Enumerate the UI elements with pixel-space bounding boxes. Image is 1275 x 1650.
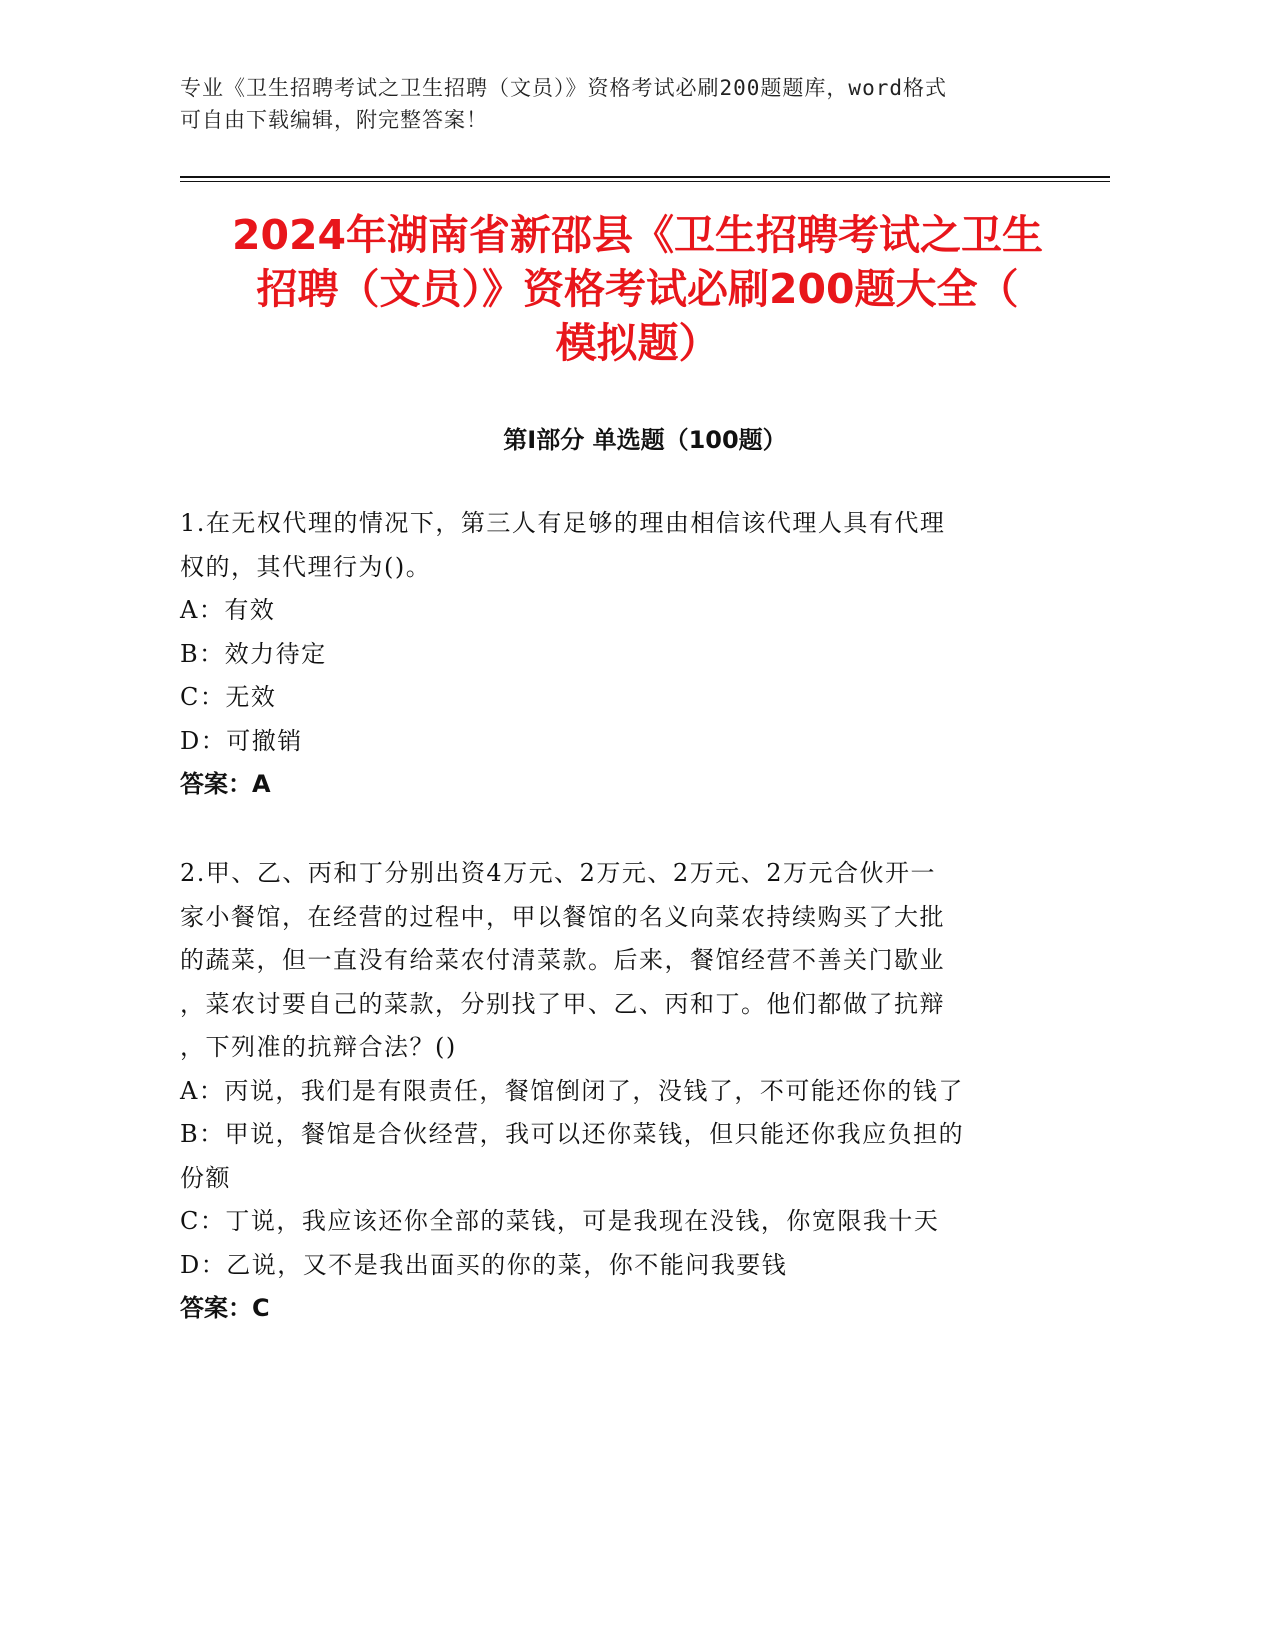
header-line-1: 专业《卫生招聘考试之卫生招聘（文员）》资格考试必刷200题题库，word格式 <box>180 76 947 100</box>
question-1-option-d: D：可撤销 <box>180 726 303 755</box>
question-2-stem-line-1: 2.甲、乙、丙和丁分别出资4万元、2万元、2万元、2万元合伙开一 <box>180 859 936 887</box>
question-1-stem-line-2: 权的，其代理行为()。 <box>180 552 432 581</box>
header-divider-thin <box>180 181 1110 182</box>
question-2-option-c: C：丁说，我应该还你全部的菜钱，可是我现在没钱，你宽限我十天 <box>180 1207 940 1235</box>
question-2-stem-line-3: 的蔬菜，但一直没有给菜农付清菜款。后来，餐馆经营不善关门歇业 <box>180 946 945 974</box>
title-line-3: 模拟题） <box>555 319 720 367</box>
question-2 <box>180 852 1040 1331</box>
question-1-answer: 答案：A <box>180 770 271 798</box>
title-line-1: 2024年湖南省新邵县《卫生招聘考试之卫生 <box>231 211 1044 259</box>
header-line-2: 可自由下载编辑，附完整答案！ <box>180 108 488 132</box>
document-header-note <box>180 72 1040 136</box>
question-2-stem-line-2: 家小餐馆，在经营的过程中，甲以餐馆的名义向菜农持续购买了大批 <box>180 902 945 931</box>
question-1-option-c: C：无效 <box>180 683 277 711</box>
document-title <box>160 208 1115 370</box>
question-2-stem-line-4: ，菜农讨要自己的菜款，分别找了甲、乙、丙和丁。他们都做了抗辩 <box>180 989 945 1018</box>
question-2-option-b-line-2: 份额 <box>180 1163 231 1192</box>
question-1-option-b: B：效力待定 <box>180 639 327 668</box>
header-divider-thick <box>180 176 1110 178</box>
question-1-stem-line-1: 1.在无权代理的情况下，第三人有足够的理由相信该代理人具有代理 <box>180 509 946 537</box>
question-1 <box>180 502 1040 807</box>
question-2-answer: 答案：C <box>180 1294 270 1322</box>
section-heading: 第I部分 单选题（100题） <box>503 426 787 454</box>
question-2-option-d: D：乙说，又不是我出面买的你的菜，你不能问我要钱 <box>180 1250 788 1279</box>
question-2-option-a: A：丙说，我们是有限责任，餐馆倒闭了，没钱了，不可能还你的钱了 <box>180 1076 964 1105</box>
question-2-option-b-line-1: B：甲说，餐馆是合伙经营，我可以还你菜钱，但只能还你我应负担的 <box>180 1120 965 1148</box>
question-1-option-a: A：有效 <box>180 596 276 624</box>
title-line-2: 招聘（文员）》资格考试必刷200题大全（ <box>256 265 1019 313</box>
question-2-stem-line-5: ，下列准的抗辩合法？() <box>180 1033 457 1061</box>
